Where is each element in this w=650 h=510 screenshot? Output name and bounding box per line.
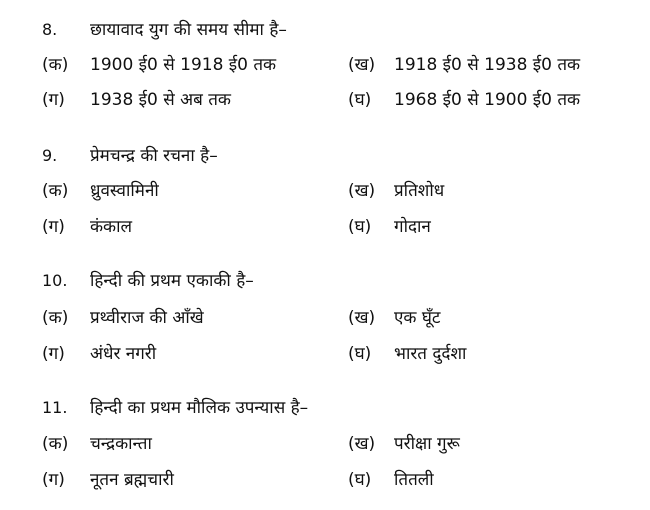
question-11-options-row-2 xyxy=(0,464,650,496)
question-8-options-row-1 xyxy=(0,49,650,81)
option-label: (ग) xyxy=(42,344,65,364)
option-label: (घ) xyxy=(348,217,372,237)
option-text: 1918 ई0 से 1938 ई0 तक xyxy=(394,55,581,75)
option-text: प्रतिशोध xyxy=(394,181,445,201)
question-text: छायावाद युग की समय सीमा है– xyxy=(90,20,287,40)
option-label: (घ) xyxy=(348,90,372,110)
question-10-header xyxy=(0,265,650,297)
option-label: (ग) xyxy=(42,90,65,110)
option-label: (क) xyxy=(42,308,69,328)
option-text: नूतन ब्रह्मचारी xyxy=(90,470,174,490)
question-11-header xyxy=(0,392,650,424)
option-text: भारत दुर्दशा xyxy=(394,344,467,364)
option-label: (ख) xyxy=(348,308,376,328)
question-9-header xyxy=(0,140,650,172)
question-text: प्रेमचन्द्र की रचना है– xyxy=(90,146,218,166)
question-9-options-row-1 xyxy=(0,175,650,207)
option-label: (घ) xyxy=(348,470,372,490)
option-label: (ग) xyxy=(42,217,65,237)
option-text: कंकाल xyxy=(90,217,133,237)
question-10-options-row-2 xyxy=(0,338,650,370)
question-text: हिन्दी की प्रथम एकाकी है– xyxy=(90,271,254,291)
question-8-options-row-2 xyxy=(0,84,650,116)
question-number: 9. xyxy=(42,146,58,165)
question-11-options-row-1 xyxy=(0,428,650,460)
question-number: 10. xyxy=(42,271,68,290)
option-label: (ख) xyxy=(348,55,376,75)
option-text: अंधेर नगरी xyxy=(90,344,157,364)
question-9-options-row-2 xyxy=(0,211,650,243)
option-label: (क) xyxy=(42,434,69,454)
option-text: गोदान xyxy=(394,217,431,237)
option-label: (क) xyxy=(42,181,69,201)
option-text: चन्द्रकान्ता xyxy=(90,434,152,454)
option-label: (ख) xyxy=(348,181,376,201)
option-text: एक घूँट xyxy=(394,308,441,328)
question-number: 8. xyxy=(42,20,58,39)
option-text: ध्रुवस्वामिनी xyxy=(90,181,159,201)
option-text: 1938 ई0 से अब तक xyxy=(90,90,231,110)
option-label: (क) xyxy=(42,55,69,75)
question-text: हिन्दी का प्रथम मौलिक उपन्यास है– xyxy=(90,398,309,418)
option-text: तितली xyxy=(394,470,434,490)
option-label: (ग) xyxy=(42,470,65,490)
option-label: (घ) xyxy=(348,344,372,364)
option-text: 1900 ई0 से 1918 ई0 तक xyxy=(90,55,277,75)
option-text: परीक्षा गुरू xyxy=(394,434,460,454)
option-text: 1968 ई0 से 1900 ई0 तक xyxy=(394,90,581,110)
question-number: 11. xyxy=(42,398,68,417)
option-text: प्रथ्वीराज की आँखे xyxy=(90,308,204,328)
option-label: (ख) xyxy=(348,434,376,454)
question-10-options-row-1 xyxy=(0,302,650,334)
question-8-header xyxy=(0,14,650,46)
